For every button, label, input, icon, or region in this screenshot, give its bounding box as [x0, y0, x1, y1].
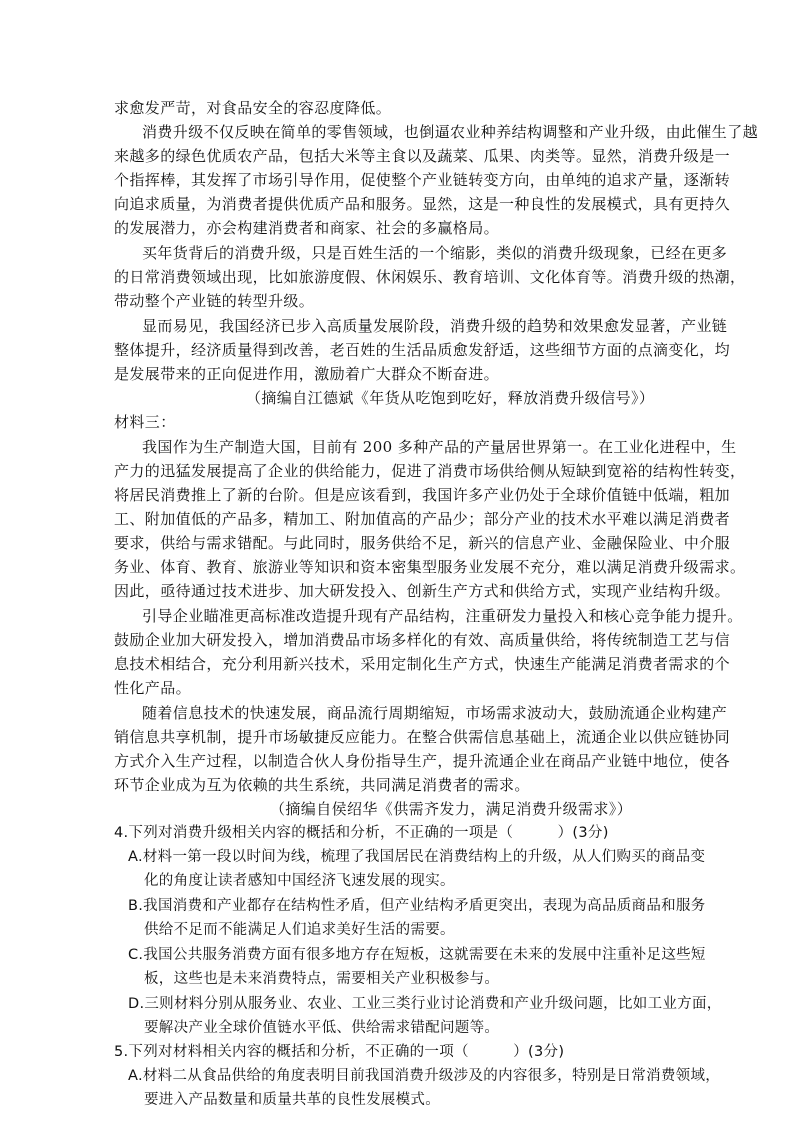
m3p1-line-2: 产力的迅猛发展提高了企业的供给能力，促进了消费市场供给侧从短缺到宽裕的结构性转变，	[114, 462, 746, 480]
q4-option-d-line-1: D.三则材料分别从服务业、农业、工业三类行业讨论消费和产业升级问题，比如工业方面，	[128, 996, 722, 1012]
p2-line-1: 买年货背后的消费升级，只是百姓生活的一个缩影，类似的消费升级现象，已经在更多	[142, 244, 728, 262]
p3-line-3: 是发展带来的正向促进作用，激励着广大群众不断奋进。	[114, 365, 500, 383]
p2-line-3: 带动整个产业链的转型升级。	[114, 292, 315, 310]
q5-option-a-line-2: 要进入产品数量和质量共革的良性发展模式。	[144, 1092, 440, 1108]
m3p3-line-1: 随着信息技术的快速发展，商品流行周期缩短，市场需求波动大，鼓励流通企业构建产	[142, 704, 728, 722]
material-3-label: 材料三：	[114, 413, 176, 431]
m3p2-line-4: 性化产品。	[114, 679, 192, 697]
p1-line-4: 向追求质量，为消费者提供优质产品和服务。显然，这是一种良性的发展模式，具有更持久	[114, 195, 731, 213]
m3p3-line-3: 方式介入生产过程，以制造合伙人身份指导生产，提升流通企业在商品产业链中地位，使各	[114, 752, 731, 770]
m3p1-line-4: 工、附加值低的产品多，精加工、附加值高的产品少；部分产业的技术水平难以满足消费者	[114, 510, 731, 528]
m3p1-line-5: 要求，供给与需求错配。与此同时，服务供给不足，新兴的信息产业、金融保险业、中介服	[114, 534, 731, 552]
question-5-stem: 5.下列对材料相关内容的概括和分析，不正确的一项（ ）(3分)	[114, 1044, 565, 1060]
q4-option-c-line-2: 板，这些也是未来消费特点，需要相关产业积极参与。	[144, 971, 500, 987]
m3p1-line-1: 我国作为生产制造大国，目前有 200 多种产品的产量居世界第一。在工业化进程中，生	[142, 438, 737, 456]
q4-option-a-line-1: A.材料一第一段以时间为线，梳理了我国居民在消费结构上的升级，从人们购买的商品变	[128, 849, 706, 865]
p3-line-2: 整体提升，经济质量得到改善，老百姓的生活品质愈发舒适，这些细节方面的点滴变化，均	[114, 341, 731, 359]
q5-option-a-line-1: A.材料二从食品供给的角度表明目前我国消费升级涉及的内容很多，特别是日常消费领域，	[128, 1068, 721, 1084]
q4-option-a-line-2: 化的角度让读者感知中国经济飞速发展的现实。	[144, 873, 455, 889]
m3p2-line-2: 鼓励企业加大研发投入，增加消费品市场多样化的有效、高质量供给，将传统制造工艺与信	[114, 631, 731, 649]
p1-line-2: 来越多的绿色优质农产品，包括大米等主食以及蔬菜、瓜果、肉类等。显然，消费升级是一	[114, 147, 731, 165]
p1-line-5: 的发展潜力，亦会构建消费者和商家、社会的多赢格局。	[114, 219, 500, 237]
p1-line-3: 个指挥棒，其发挥了市场引导作用，促使整个产业链转变方向，由单纯的追求产量，逐渐转	[114, 171, 731, 189]
q4-option-b-line-2: 供给不足而不能满足人们追求美好生活的需要。	[144, 922, 455, 938]
source-material-3: （摘编自侯绍华《供需齐发力，满足消费升级需求》）	[270, 800, 633, 818]
m3p1-line-3: 将居民消费推上了新的台阶。但是应该看到，我国许多产业仍处于全球价值链中低端，粗加	[114, 486, 731, 504]
m3p2-line-3: 息技术相结合，充分利用新兴技术，采用定制化生产方式，快速生产能满足消费者需求的个	[114, 655, 731, 673]
source-material-2: （摘编自江德斌《年货从吃饱到吃好，释放消费升级信号》）	[246, 389, 655, 407]
m3p2-line-1: 引导企业瞄准更高标准改造提升现有产品结构，注重研发力量投入和核心竞争能力提升。	[142, 607, 743, 625]
m3p1-line-7: 因此，亟待通过技术进步、加大研发投入、创新生产方式和供给方式，实现产业结构升级。	[114, 582, 731, 600]
q4-option-b-line-1: B.我国消费和产业都存在结构性矛盾，但产业结构矛盾更突出，表现为高品质商品和服务	[128, 898, 706, 914]
m3p3-line-2: 销信息共享机制，提升市场敏捷反应能力。在整合供需信息基础上，流通企业以供应链协同	[114, 728, 731, 746]
intro-tail-line: 求愈发严苛，对食品安全的容忍度降低。	[114, 99, 392, 117]
q4-option-d-line-2: 要解决产业全球价值链水平低、供给需求错配问题等。	[144, 1020, 500, 1036]
m3p1-line-6: 务业、体育、教育、旅游业等知识和资本密集型服务业发展不充分，难以满足消费升级需求。	[114, 558, 746, 576]
p3-line-1: 显而易见，我国经济已步入高质量发展阶段，消费升级的趋势和效果愈发显著，产业链	[142, 317, 728, 335]
p2-line-2: 的日常消费领域出现，比如旅游度假、休闲娱乐、教育培训、文化体育等。消费升级的热潮，	[114, 268, 746, 286]
question-4-stem: 4.下列对消费升级相关内容的概括和分析，不正确的一项是（ ）(3分)	[114, 825, 609, 841]
m3p3-line-4: 环节企业成为互为依赖的共生系统，共同满足消费者的需求。	[114, 776, 530, 794]
p1-line-1: 消费升级不仅反映在简单的零售领域，也倒逼农业种养结构调整和产业升级，由此催生了越	[142, 123, 759, 141]
q4-option-c-line-1: C.我国公共服务消费方面有很多地方存在短板，这就需要在未来的发展中注重补足这些短	[128, 947, 706, 963]
